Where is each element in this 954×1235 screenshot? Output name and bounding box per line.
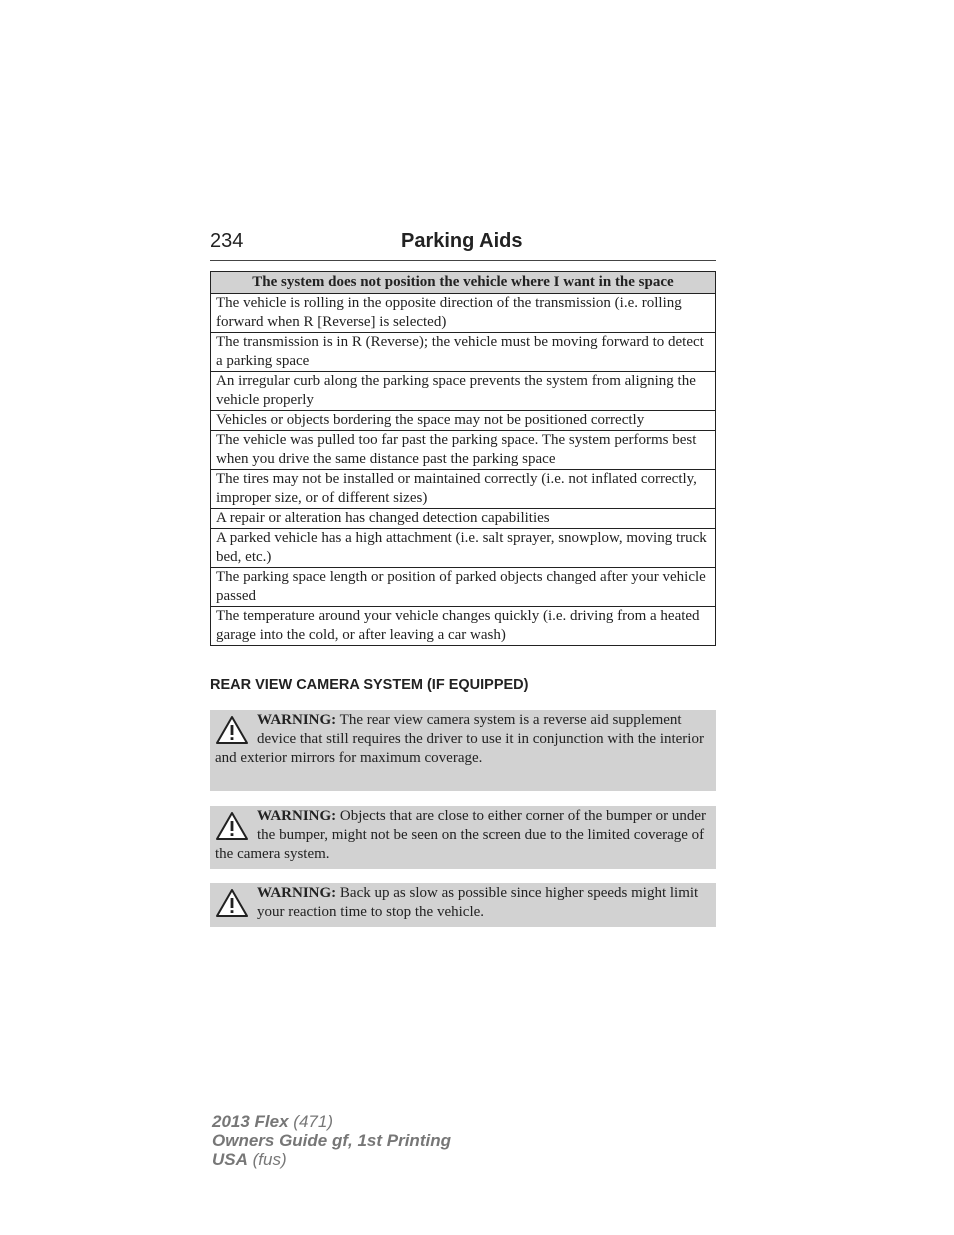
table-header: The system does not position the vehicle where I want in the space [211, 272, 716, 294]
table-cell: The vehicle is rolling in the opposite direction of the transmission (i.e. rolling forward when R [Reverse] is selected) [211, 293, 716, 332]
table-cell: A repair or alteration has changed detection capabilities [211, 508, 716, 528]
table-row [211, 293, 716, 332]
troubleshooting-table [210, 271, 716, 646]
warning-triangle-icon [215, 715, 249, 745]
warning-triangle-icon [215, 811, 249, 841]
table-cell: The parking space length or position of parked objects changed after your vehicle passed [211, 567, 716, 606]
subheading-rear-view-camera: REAR VIEW CAMERA SYSTEM (IF EQUIPPED) [210, 677, 529, 693]
footer-line-model [212, 1112, 451, 1131]
warning-label: WARNING: [257, 712, 337, 728]
table-row [211, 332, 716, 371]
table-cell: An irregular curb along the parking space prevents the system from aligning the vehicle properly [211, 371, 716, 410]
warning-box [210, 806, 716, 869]
table-cell: The vehicle was pulled too far past the parking space. The system performs best when you drive the same distance past the parking space [211, 430, 716, 469]
warning-box [210, 710, 716, 791]
footer-region: USA [212, 1150, 248, 1169]
warning-triangle-icon [215, 888, 249, 918]
table-cell: The temperature around your vehicle changes quickly (i.e. driving from a heated garage into the cold, or after leaving a car wash) [211, 606, 716, 645]
warning-text: Objects that are close to either corner of the bumper or under the bumper, might not be seen on the screen due to the limited coverage of the camera system. [215, 808, 707, 862]
table-row [211, 430, 716, 469]
table-row [211, 508, 716, 528]
table-row [211, 606, 716, 645]
page-header [210, 230, 716, 261]
footer-region-code: (fus) [252, 1150, 287, 1169]
table-row [211, 469, 716, 508]
table-row [211, 371, 716, 410]
table-row [211, 410, 716, 430]
table-cell: The tires may not be installed or maintained correctly (i.e. not inflated correctly, improper size, or of different sizes) [211, 469, 716, 508]
table-cell: The transmission is in R (Reverse); the vehicle must be moving forward to detect a parking space [211, 332, 716, 371]
table-header-row [211, 272, 716, 294]
warning-label: WARNING: [257, 885, 337, 901]
document-footer [212, 1112, 451, 1169]
table-cell: Vehicles or objects bordering the space may not be positioned correctly [211, 410, 716, 430]
page-number: 234 [210, 230, 244, 252]
warning-text: Back up as slow as possible since higher speeds might limit your reaction time to stop the vehicle. [257, 885, 699, 920]
table-row [211, 528, 716, 567]
footer-model-code: (471) [293, 1112, 333, 1131]
table-cell: A parked vehicle has a high attachment (i.e. salt sprayer, snowplow, moving truck bed, etc.) [211, 528, 716, 567]
warning-text: The rear view camera system is a reverse aid supplement device that still requires the driver to use it in conjunction with the interior and exterior mirrors for maximum coverage. [215, 712, 704, 766]
section-title: Parking Aids [401, 230, 523, 252]
warning-box [210, 883, 716, 927]
table-row [211, 567, 716, 606]
warning-label: WARNING: [257, 808, 337, 824]
footer-model: 2013 Flex [212, 1112, 289, 1131]
footer-printing: Owners Guide gf, 1st Printing [212, 1131, 451, 1150]
footer-line-region [212, 1150, 451, 1169]
